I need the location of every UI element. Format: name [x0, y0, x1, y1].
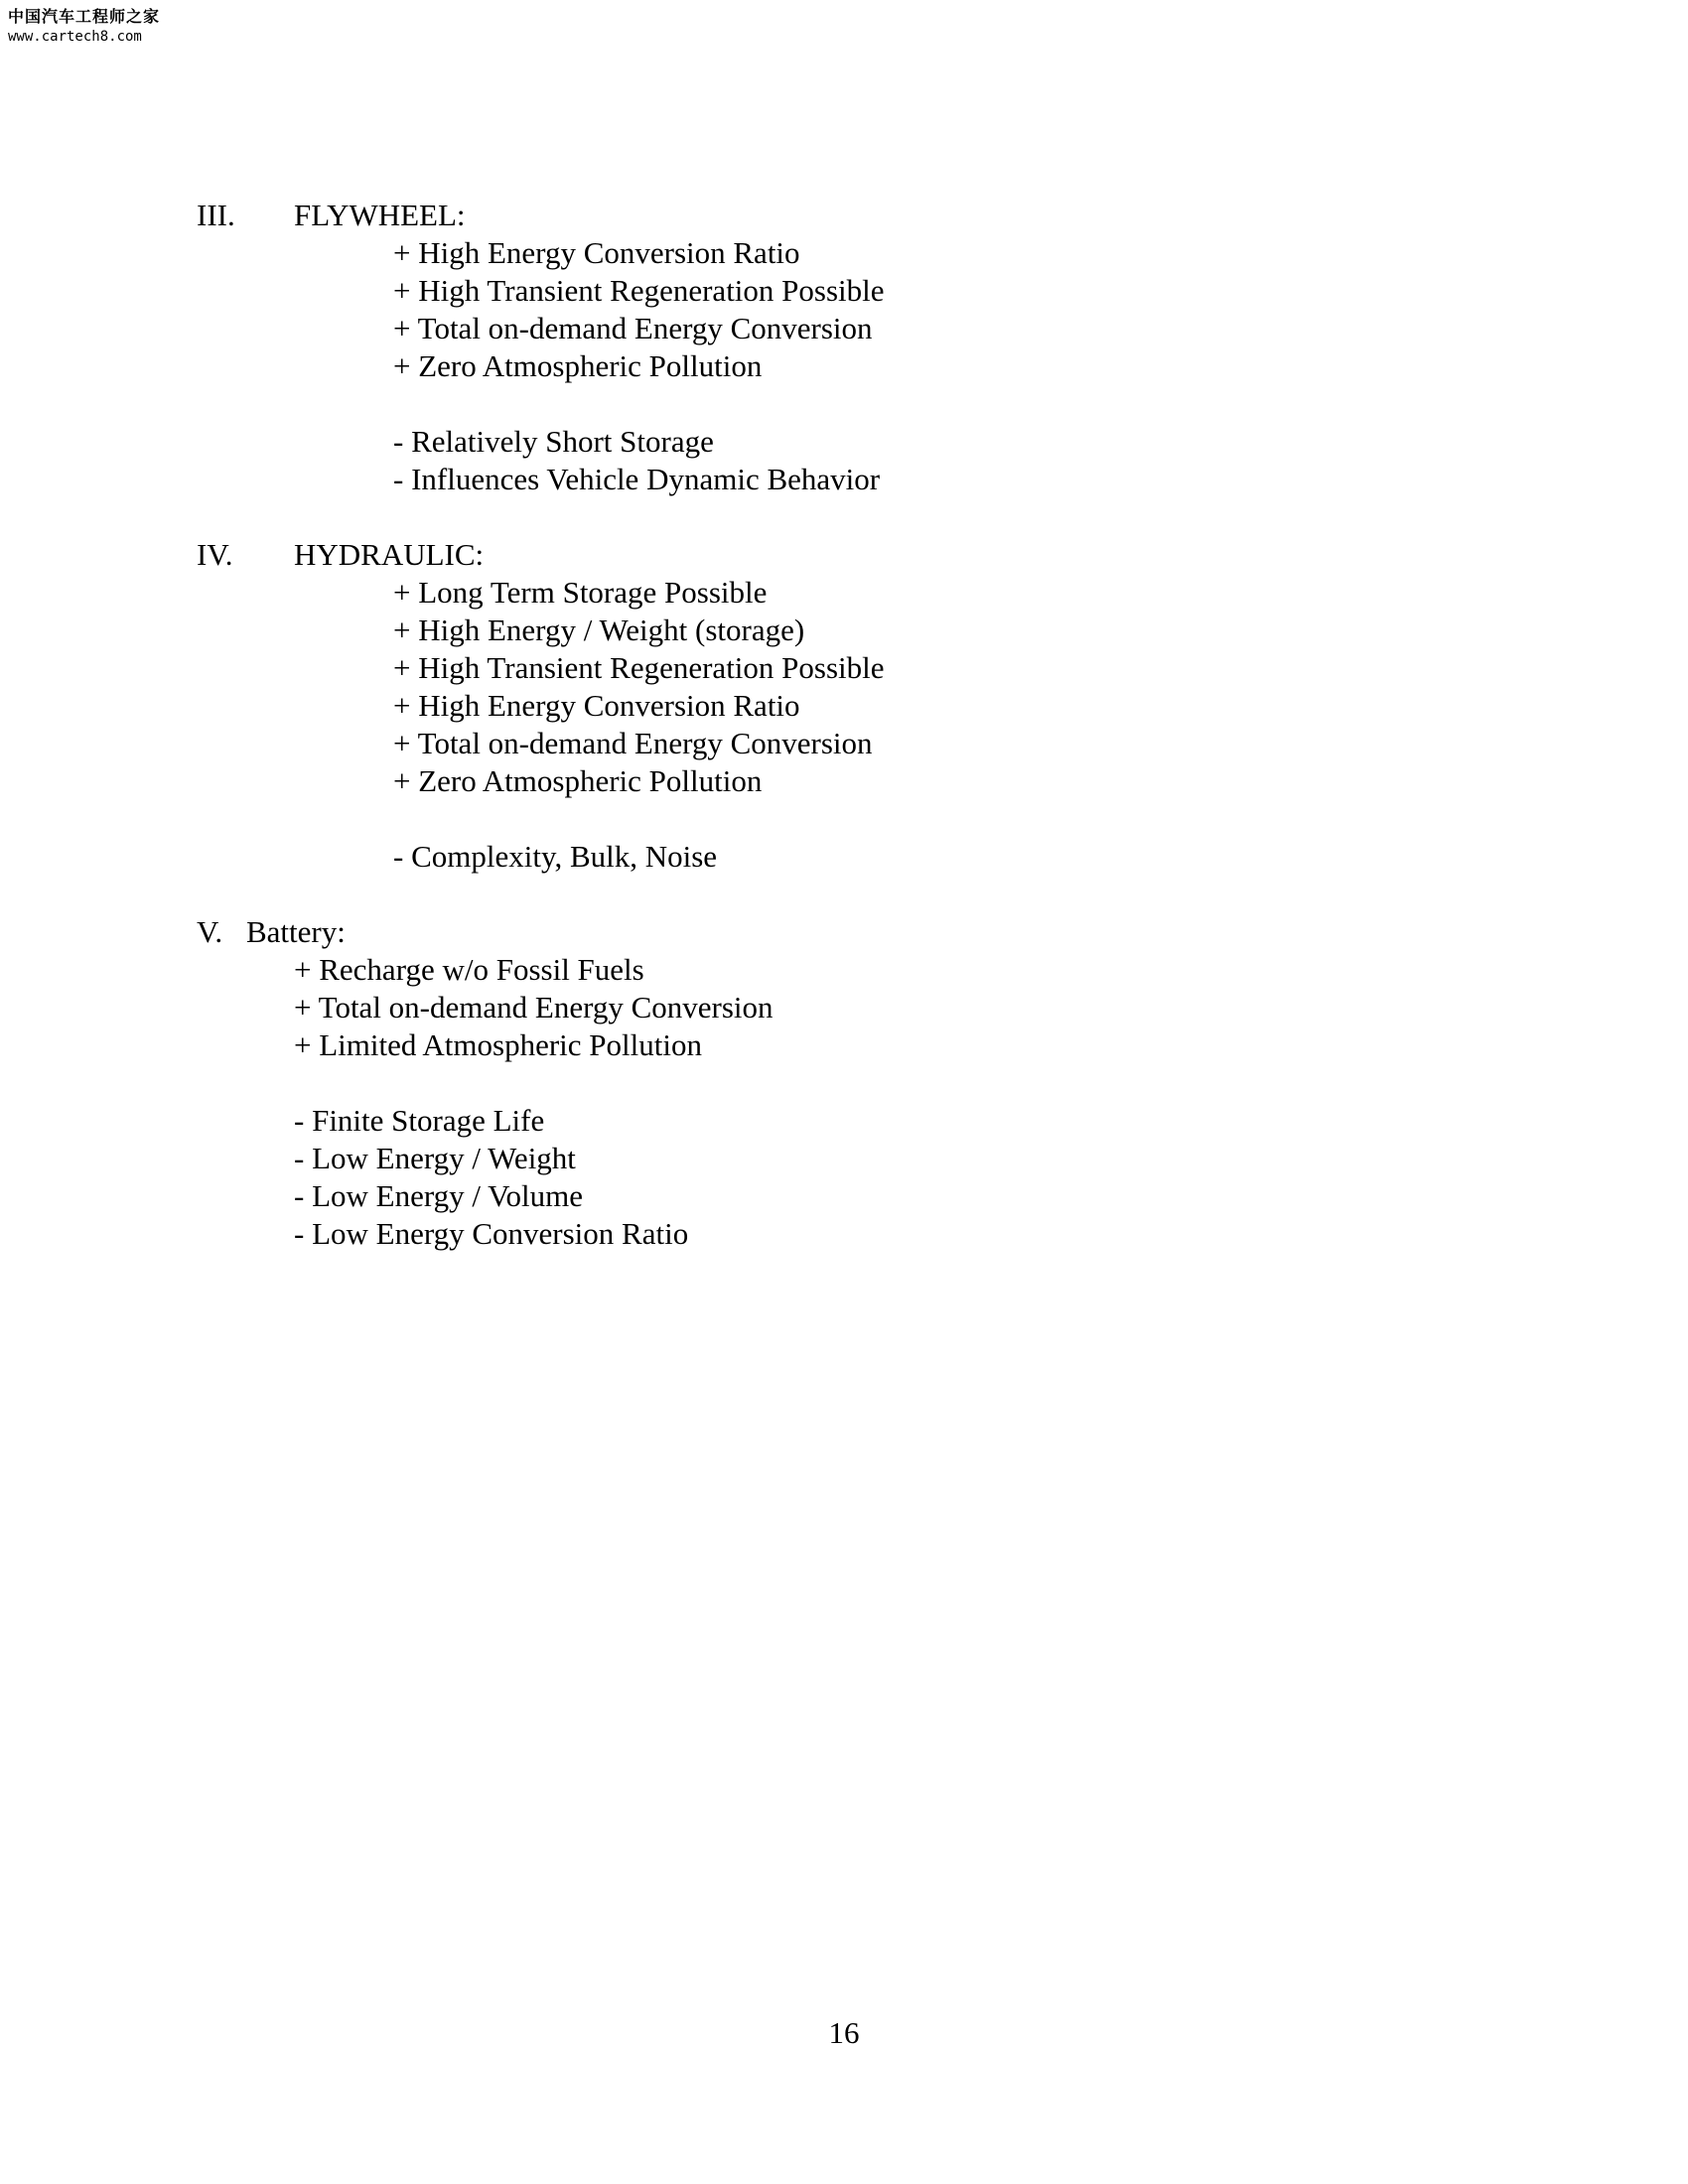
page-number: 16 [828, 2015, 860, 2050]
pro-item: + High Energy Conversion Ratio [393, 688, 800, 723]
watermark-url: www.cartech8.com [8, 29, 142, 45]
con-item: - Low Energy Conversion Ratio [294, 1216, 689, 1251]
watermark [8, 6, 160, 46]
section-heading: Battery: [246, 914, 346, 949]
pro-item: + Zero Atmospheric Pollution [393, 348, 763, 383]
con-item: - Low Energy / Weight [294, 1141, 576, 1175]
con-item: - Low Energy / Volume [294, 1178, 584, 1213]
pro-item: + Total on-demand Energy Conversion [393, 726, 873, 760]
con-item: - Complexity, Bulk, Noise [393, 839, 718, 874]
pro-item: + High Transient Regeneration Possible [393, 273, 885, 308]
con-item: - Finite Storage Life [294, 1103, 545, 1138]
section-numeral: III. [197, 198, 235, 232]
section-numeral: IV. [197, 537, 233, 572]
con-item: - Influences Vehicle Dynamic Behavior [393, 462, 881, 496]
pro-item: + Recharge w/o Fossil Fuels [294, 952, 644, 987]
pro-item: + Zero Atmospheric Pollution [393, 763, 763, 798]
section-numeral: V. [197, 914, 223, 949]
pro-item: + High Energy Conversion Ratio [393, 235, 800, 270]
watermark-logo: 中国汽车工程师之家 [8, 7, 161, 26]
pro-item: + Long Term Storage Possible [393, 575, 768, 610]
section-heading: FLYWHEEL: [294, 198, 466, 232]
pro-item: + Limited Atmospheric Pollution [294, 1027, 702, 1062]
pro-item: + High Energy / Weight (storage) [393, 613, 805, 647]
con-item: - Relatively Short Storage [393, 424, 714, 459]
section-heading: HYDRAULIC: [294, 537, 485, 572]
pro-item: + High Transient Regeneration Possible [393, 650, 885, 685]
pro-item: + Total on-demand Energy Conversion [393, 311, 873, 345]
pro-item: + Total on-demand Energy Conversion [294, 990, 774, 1024]
